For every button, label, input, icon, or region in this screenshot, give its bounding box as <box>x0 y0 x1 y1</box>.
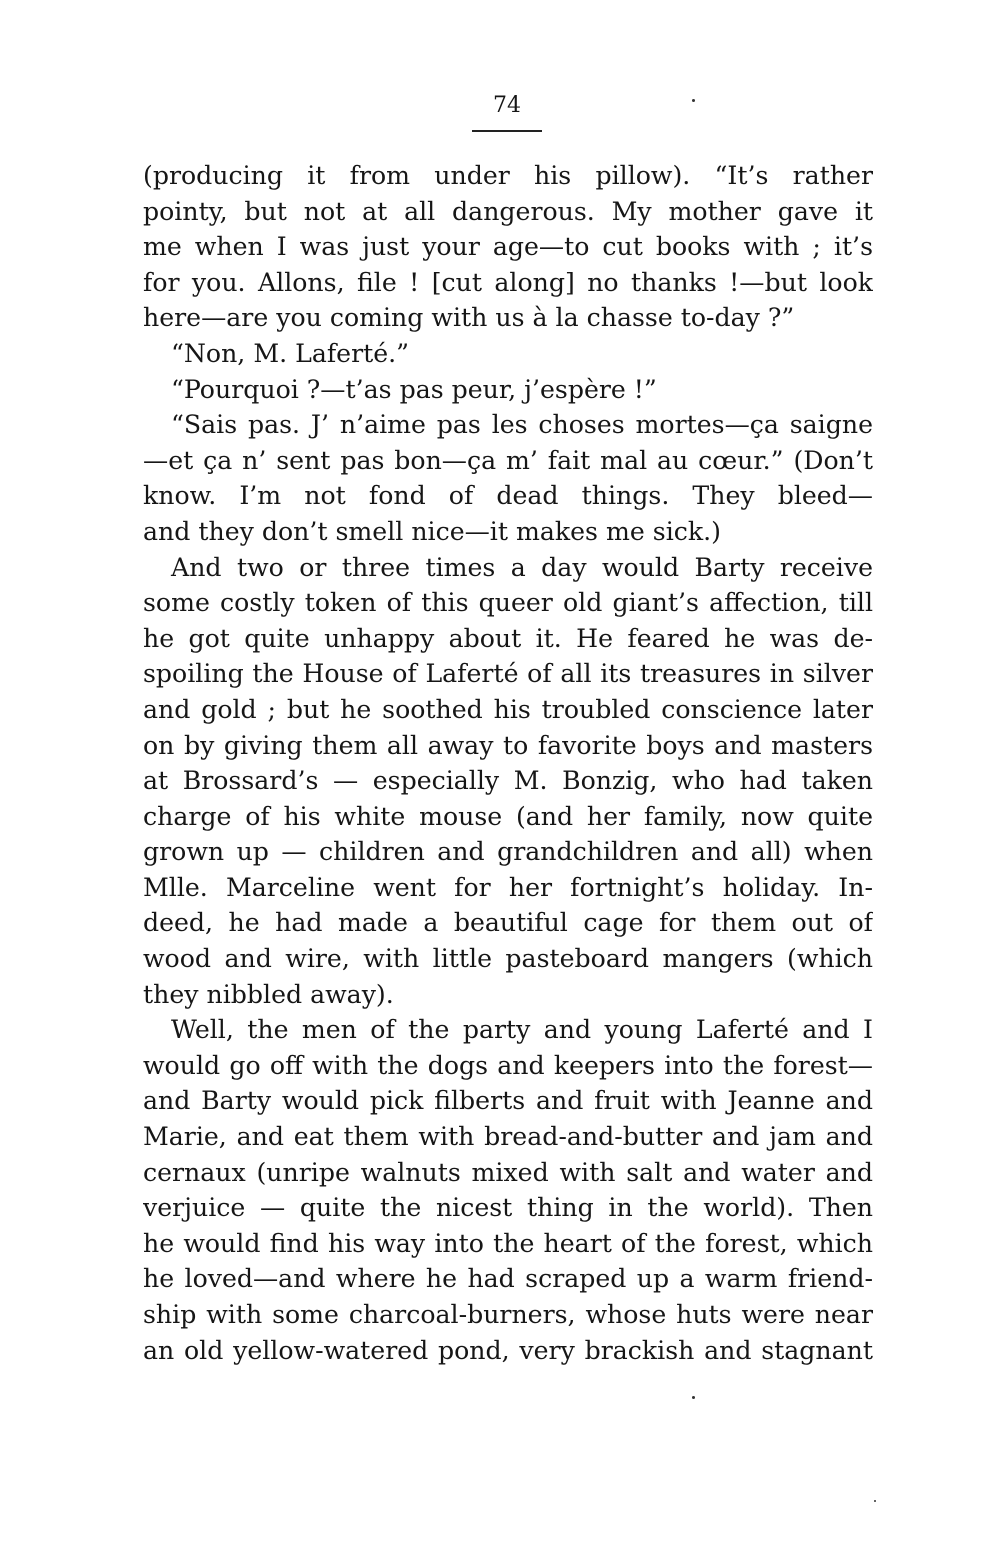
text-line: cernaux (unripe walnuts mixed with salt and water and <box>143 1157 873 1187</box>
text-line: Marie, and eat them with bread-and-butter and jam and <box>143 1122 873 1152</box>
header-rule <box>472 130 542 132</box>
text-line: deed, he had made a beautiful cage for them out of <box>143 908 873 938</box>
text-line: at Brossard’s — especially M. Bonzig, who had taken <box>143 766 873 796</box>
text-line: for you. Allons, file ! [cut along] no thanks !—but look <box>143 267 873 297</box>
text-line: “Pourquoi ?—t’as pas peur, j’espère !” <box>171 374 657 404</box>
text-line: “Non, M. Laferté.” <box>171 338 410 368</box>
text-line: wood and wire, with little pasteboard mangers (which <box>143 944 873 974</box>
text-line: they nibbled away). <box>143 979 394 1009</box>
text-line: —et ça n’ sent pas bon—ça m’ fait mal au cœur.” (Don’t <box>143 445 873 475</box>
text-line: and Barty would pick filberts and fruit with Jeanne and <box>143 1086 873 1116</box>
body-text <box>143 158 873 1368</box>
print-speck <box>692 1396 695 1399</box>
text-line: charge of his white mouse (and her family, now quite <box>143 801 873 831</box>
text-line: and they don’t smell nice—it makes me sick.) <box>143 516 721 546</box>
text-line: pointy, but not at all dangerous. My mother gave it <box>143 196 873 226</box>
text-line: And two or three times a day would Barty receive <box>171 552 873 582</box>
text-line: on by giving them all away to favorite boys and masters <box>143 730 873 760</box>
text-line: Mlle. Marceline went for her fortnight’s holiday. In- <box>143 872 873 902</box>
print-speck <box>692 99 695 102</box>
text-line: he would find his way into the heart of the forest, which <box>143 1228 873 1258</box>
text-line: some costly token of this queer old giant’s affection, till <box>143 588 873 618</box>
page-number: 74 <box>493 93 521 118</box>
text-line: verjuice — quite the nicest thing in the world). Then <box>143 1193 873 1223</box>
text-line: Well, the men of the party and young Laferté and I <box>171 1015 873 1045</box>
text-line: “Sais pas. J’ n’aime pas les choses mortes—ça saigne <box>171 410 873 440</box>
text-line: (producing it from under his pillow). “It’s rather <box>143 161 873 190</box>
text-line: ship with some charcoal-burners, whose huts were near <box>143 1300 873 1329</box>
text-line: know. I’m not fond of dead things. They bleed— <box>143 481 873 511</box>
text-line: would go off with the dogs and keepers into the forest— <box>143 1050 873 1080</box>
text-line: he got quite unhappy about it. He feared he was de- <box>143 623 873 653</box>
text-line: and gold ; but he soothed his troubled conscience later <box>143 694 873 724</box>
text-line: an old yellow-watered pond, very brackish and stagnant <box>143 1335 873 1365</box>
text-line: spoiling the House of Laferté of all its treasures in silver <box>143 659 873 689</box>
text-line: here—are you coming with us à la chasse to-day ?” <box>143 303 795 333</box>
text-line: me when I was just your age—to cut books with ; it’s <box>143 232 873 262</box>
text-line: he loved—and where he had scraped up a warm friend- <box>143 1264 873 1294</box>
print-speck <box>874 1500 876 1502</box>
text-line: grown up — children and grandchildren and all) when <box>143 837 873 867</box>
